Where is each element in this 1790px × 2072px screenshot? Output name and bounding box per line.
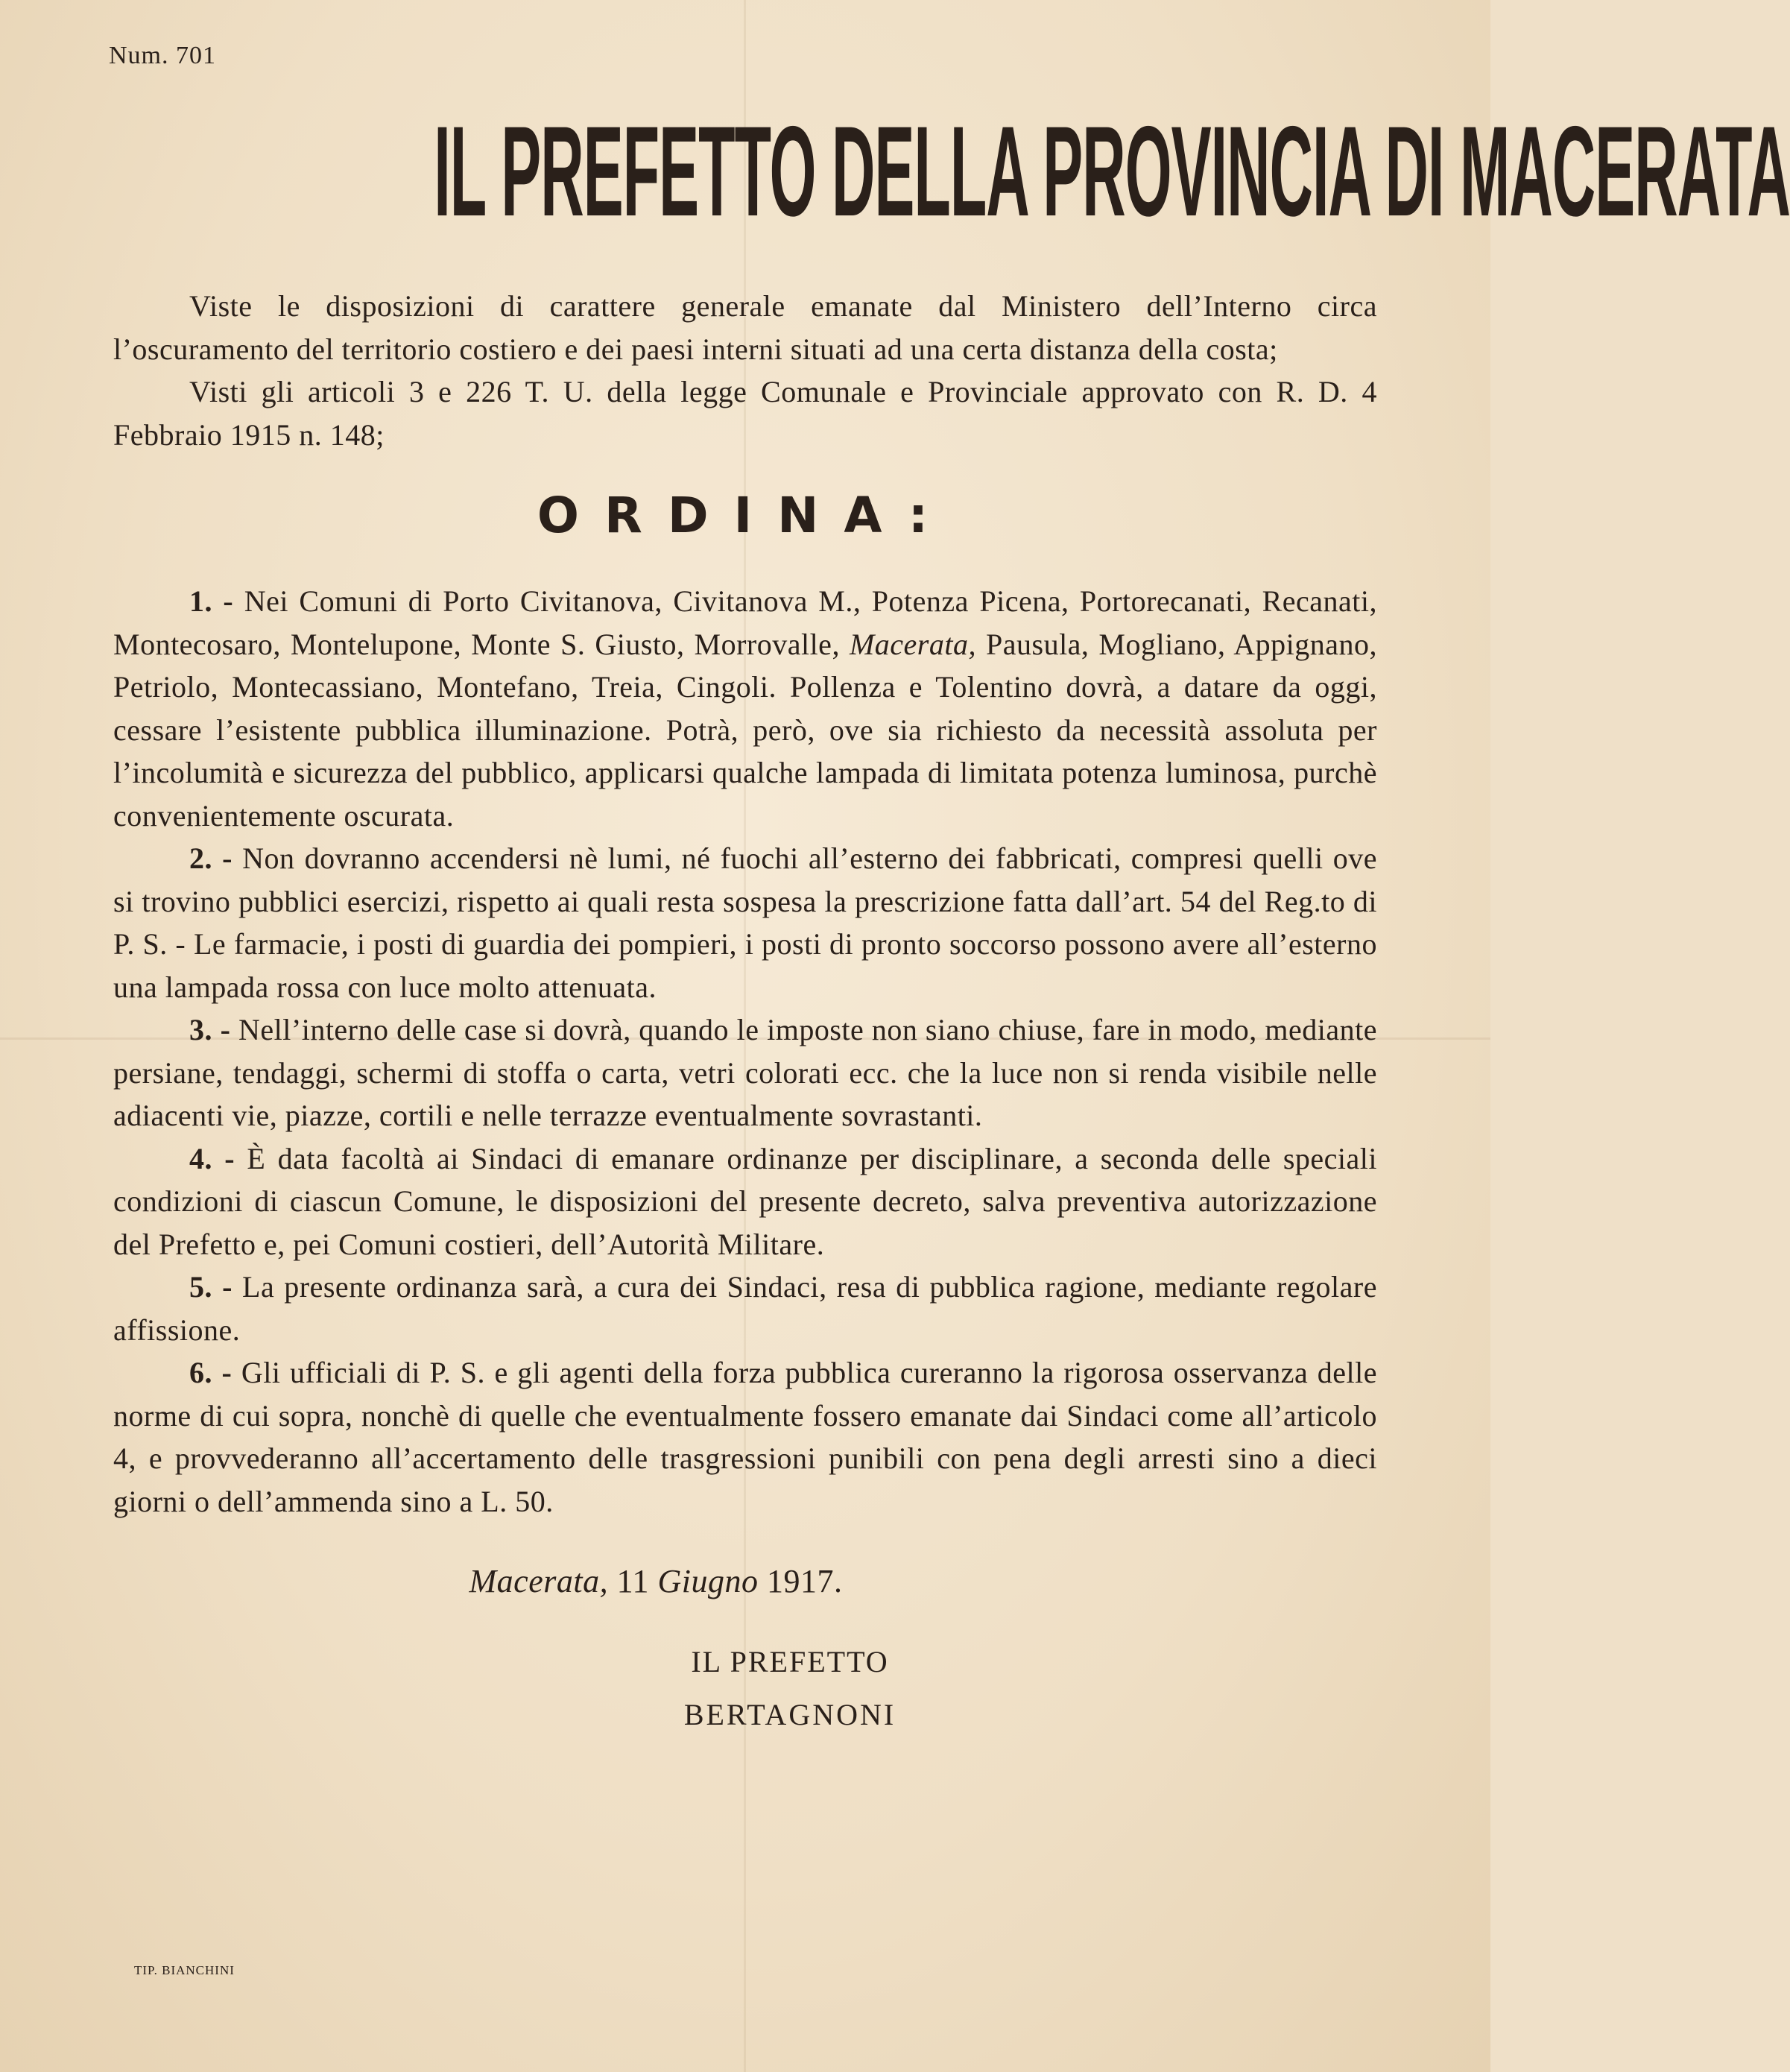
article-1	[113, 580, 1377, 837]
printer-credit: TIP. BIANCHINI	[134, 1963, 235, 1977]
article-text: La presente ordinanza sarà, a cura dei Sindaci, resa di pubblica ragione, mediante regolare affissione.	[113, 1270, 1377, 1347]
signature-name: BERTAGNONI	[683, 1698, 896, 1731]
date-day: 11	[616, 1563, 649, 1599]
signature-title: IL PREFETTO	[691, 1644, 889, 1678]
article-text: È data facoltà ai Sindaci di emanare ordinanze per disciplinare, a seconda delle speciali condizioni di ciascun Comune, le disposizioni del presente decreto, salva preventiva autorizzazione del Prefetto e, pei Comuni costieri, dell’Autorità Militare.	[113, 1141, 1377, 1261]
date-place: Macerata,	[469, 1563, 609, 1599]
article-number: 6. -	[189, 1356, 233, 1389]
article-2	[113, 837, 1377, 1008]
date-month: Giugno	[657, 1563, 759, 1599]
article-text: Gli ufficiali di P. S. e gli agenti della forza pubblica cureranno la rigorosa osservanza delle norme di cui sopra, nonchè di quelle che eventualmente fossero emanate dai Sindaci come all’articolo 4, e provvederanno all’accertamento delle trasgressioni punibili con pena degli arresti sino a dieci giorni o dell’ammenda sino a L. 50.	[113, 1356, 1377, 1518]
article-text: Nei Comuni di Porto Civitanova, Civitanova M., Potenza Picena, Portorecanati, Recanati, Montecosaro, Montelupone, Monte S. Giusto, Morrovalle,	[113, 584, 1378, 661]
article-number: 2. -	[189, 841, 233, 875]
ordina-heading: ORDINA:	[537, 487, 954, 544]
date-year: 1917.	[766, 1563, 843, 1599]
article-number: 1. -	[189, 584, 234, 618]
article-text: Non dovranno accendersi nè lumi, né fuochi all’esterno dei fabbricati, compresi quelli ove si trovino pubblici esercizi, rispetto ai quali resta sospesa la prescrizione fatta dall’art. 54 del Reg.to di P. S. - Le farmacie, i posti di guardia dei pompieri, i posti di pronto soccorso possono avere all’esterno una lampada rossa con luce molto attenuata.	[113, 841, 1378, 1004]
article-number: 4. -	[189, 1141, 235, 1175]
article-5	[113, 1266, 1377, 1351]
article-text: Pausula, Mogliano, Appignano, Petriolo, Montecassiano, Montefano, Treia, Cingoli. Pollenza e Tolentino dovrà, a datare da oggi, cessare l’esistente pubblica illuminazione. Potrà, però, ove sia richiesto da necessità assoluta per l’incolumità e sicurezza del pubblico, applicarsi qualche lampada di limitata potenza luminosa, purchè convenientemente oscurata.	[113, 627, 1378, 833]
preamble-paragraph: Viste le disposizioni di carattere generale emanate dal Ministero dell’Interno circa l’oscuramento del territorio costiero e dei paesi interni situati ad una certa distanza della costa;	[113, 289, 1377, 366]
article-6	[113, 1351, 1377, 1523]
page-title: IL PREFETTO DELLA PROVINCIA DI MACERATA	[434, 100, 1790, 243]
article-number: 3. -	[189, 1013, 231, 1046]
date-line	[113, 1560, 1377, 1603]
article-number: 5. -	[189, 1270, 233, 1304]
document-number: Num. 701	[109, 42, 216, 69]
article-text: Nell’interno delle case si dovrà, quando le imposte non siano chiuse, fare in modo, mediante persiane, tendaggi, schermi di stoffa o carta, vetri colorati ecc. che la luce non si renda visibile nelle adiacenti vie, piazze, cortili e nelle terrazze eventualmente sovrastanti.	[113, 1013, 1377, 1132]
article-4	[113, 1137, 1377, 1266]
preamble-paragraph: Visti gli articoli 3 e 226 T. U. della legge Comunale e Provinciale approvato con R. D. 4 Febbraio 1915 n. 148;	[113, 375, 1377, 452]
article-3	[113, 1008, 1377, 1137]
document-body	[113, 285, 1377, 1737]
article-text-italic: Macerata,	[849, 627, 976, 661]
